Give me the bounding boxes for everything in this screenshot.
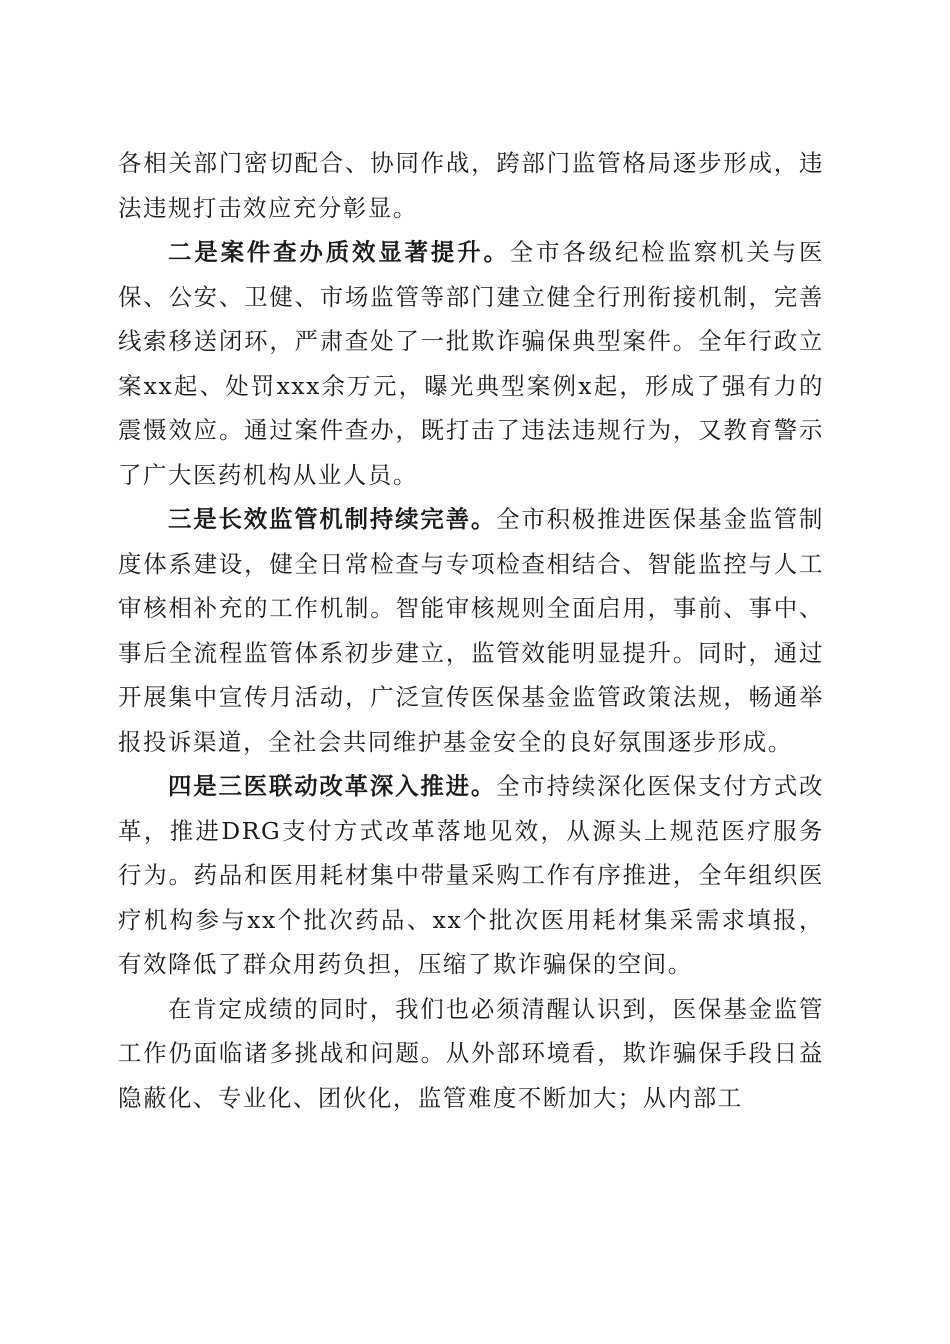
paragraph-3: [118, 497, 824, 764]
paragraph-1: [118, 141, 824, 230]
document-body: [118, 141, 824, 1120]
paragraph-4-text: 全市持续深化医保支付方式改革，推进DRG支付方式改革落地见效，从源头上规范医疗服务行为。药品和医用耗材集中带量采购工作有序推进，全年组织医疗机构参与xx个批次药品、xx个批次医用耗材集采需求填报，有效降低了群众用药负担，压缩了欺诈骗保的空间。: [118, 772, 824, 978]
paragraph-2: [118, 230, 824, 497]
paragraph-3-lead: 三是长效监管机制持续完善。: [168, 505, 497, 533]
paragraph-4: [118, 764, 824, 987]
paragraph-1-text: 各相关部门密切配合、协同作战，跨部门监管格局逐步形成，违法违规打击效应充分彰显。: [118, 149, 824, 222]
paragraph-2-lead: 二是案件查办质效显著提升。: [168, 238, 510, 266]
paragraph-2-text: 全市各级纪检监察机关与医保、公安、卫健、市场监管等部门建立健全行刑衔接机制，完善线索移送闭环，严肃查处了一批欺诈骗保典型案件。全年行政立案xx起、处罚xxx余万元，曝光典型案例x起，形成了强有力的震慑效应。通过案件查办，既打击了违法违规行为，又教育警示了广大医药机构从业人员。: [118, 238, 824, 489]
paragraph-4-lead: 四是三医联动改革深入推进。: [168, 772, 497, 800]
paragraph-5-text: 在肯定成绩的同时，我们也必须清醒认识到，医保基金监管工作仍面临诸多挑战和问题。从外部环境看，欺诈骗保手段日益隐蔽化、专业化、团伙化，监管难度不断加大；从内部工: [118, 994, 824, 1112]
paragraph-3-text: 全市积极推进医保基金监管制度体系建设，健全日常检查与专项检查相结合、智能监控与人工审核相补充的工作机制。智能审核规则全面启用，事前、事中、事后全流程监管体系初步建立，监管效能明显提升。同时，通过开展集中宣传月活动，广泛宣传医保基金监管政策法规，畅通举报投诉渠道，全社会共同维护基金安全的良好氛围逐步形成。: [118, 505, 824, 756]
paragraph-5: [118, 987, 824, 1121]
